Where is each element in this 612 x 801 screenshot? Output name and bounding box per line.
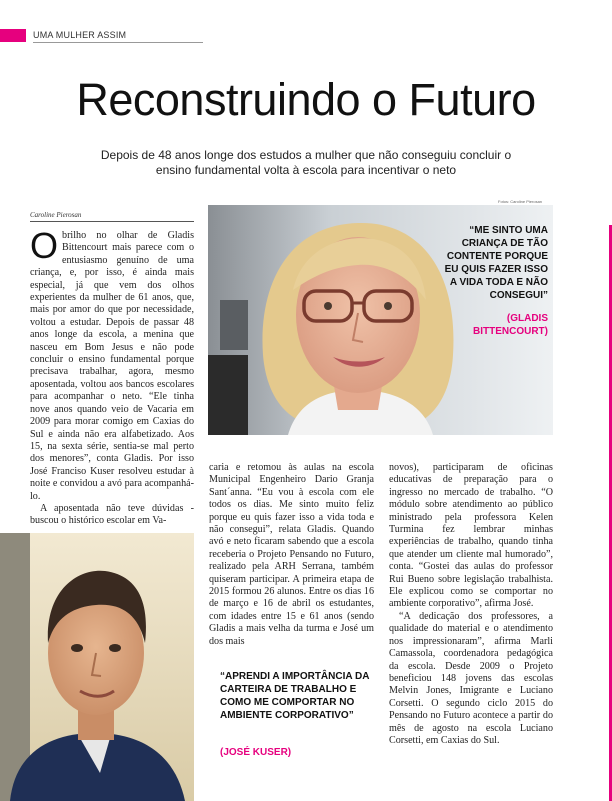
column-3-paragraph-1: novos), participaram de oficinas educativas de preparação para o ingresso no mercado de trabalho. “O módulo sobre atendimento ao público ministrado pela professora Kelen Turmina fez lembrar minhas experiências de trabalho, quando tinha que atender um cliente mal humorado”, conta. “Gostei das aulas do professor Rui Bueno sobre legislação trabalhista. Ele explicou como se comportar no ambiente corporativo”, afirma José. bbox=[389, 462, 553, 610]
column-3-paragraph-2: “A dedicação dos professores, a qualidade do material e o atendimento nos impressionaram”, afirma Marli Camassola, coordenadora pedagógica da escola. Desde 2009 o Projeto beneficiou 148 jovens das escolas Melvin Jones, Imigrante e Luciano Corsetti. O segundo ciclo 2015 do Pensando no Futuro acontece a partir do mês de agosto na escola Luciano Corsetti, em Caxias do Sul. bbox=[389, 610, 553, 746]
section-accent-bar bbox=[0, 29, 26, 42]
pull-quote-gladis-author: (GLADIS BITTENCOURT) bbox=[473, 313, 548, 337]
photo-jose bbox=[0, 533, 194, 801]
pull-quote-jose: “APRENDI A IMPORTÂNCIA DA CARTEIRA DE TRABALHO E COMO ME COMPORTAR NO AMBIENTE CORPORATIVO” bbox=[220, 671, 370, 721]
article-author: Caroline Pierosan bbox=[30, 211, 82, 219]
article-column-1 bbox=[30, 225, 194, 528]
pull-quote-jose-author: (JOSÉ KUSER) bbox=[220, 747, 292, 758]
author-divider bbox=[30, 221, 194, 222]
section-label: UMA MULHER ASSIM bbox=[33, 30, 127, 40]
article-column-2 bbox=[209, 462, 374, 648]
photo-credit: Fotos: Caroline Pierosan bbox=[498, 199, 543, 204]
pull-quote-gladis: “ME SINTO UMA CRIANÇA DE TÃO CONTENTE PORQUE EU QUIS FAZER ISSO A VIDA TODA E NÃO CONSEGUI” bbox=[444, 225, 548, 301]
column-1-paragraph-2: A aposentada não teve dúvidas - buscou o histórico escolar em Va- bbox=[30, 502, 194, 527]
column-2-paragraph-1: caria e retomou às aulas na escola Municipal Engenheiro Dario Granja Sant´anna. “Eu vou à escola com ele todos os dias. Me sinto muito feliz porque eu quis fazer isso a vida toda e não consegui”, relata Gladis. Quando avó e neto ficaram sabendo que a escola receberia o Projeto Pensando no Futuro, realizado pela ARH Serrana, também quiseram participar. A primeira etapa de 2015 formou 26 alunos. Entre os dias 16 de março e 16 de abril os estudantes, com idades entre 15 e 61 anos (sendo Gladis a mais velha da turma e José um dos mais bbox=[209, 462, 374, 647]
drop-cap: O bbox=[30, 225, 59, 266]
section-divider bbox=[33, 42, 203, 43]
column-1-paragraph-1: brilho no olhar de Gladis Bittencourt mais parece com o entusiasmo genuíno de uma criança, e, por isso, é ainda mais especial, já que vem dos olhos experientes da mulher de 61 anos, que, mais por amor do que por necessidade, voltou a estudar. Depois de passar 48 anos longe da escola, a menina que nasceu em Bom Jesus e não pode concluir o ensino fundamental porque precisava trabalhar, agora, mesmo aposentada, voltou aos bancos escolares para acompanhar o neto. “Ele tinha nove anos quando veio de Vacaria em 2009 para morar comigo em Caxias do Sul e ainda não era alfabetizado. Aos 15, na sexta série, sentia-se mal perto dos menores”, conta Gladis. Por isso José Franciso Kuser resolveu estudar à noite e convidou a avó para acompanhá-lo. bbox=[30, 230, 194, 502]
article-title: Reconstruindo o Futuro bbox=[76, 74, 536, 125]
article-subtitle: Depois de 48 anos longe dos estudos a mulher que não conseguiu concluir o ensino fundamental volta à escola para incentivar o neto bbox=[100, 148, 512, 177]
photo-jose-illustration bbox=[0, 533, 194, 801]
article-column-3 bbox=[389, 462, 553, 747]
